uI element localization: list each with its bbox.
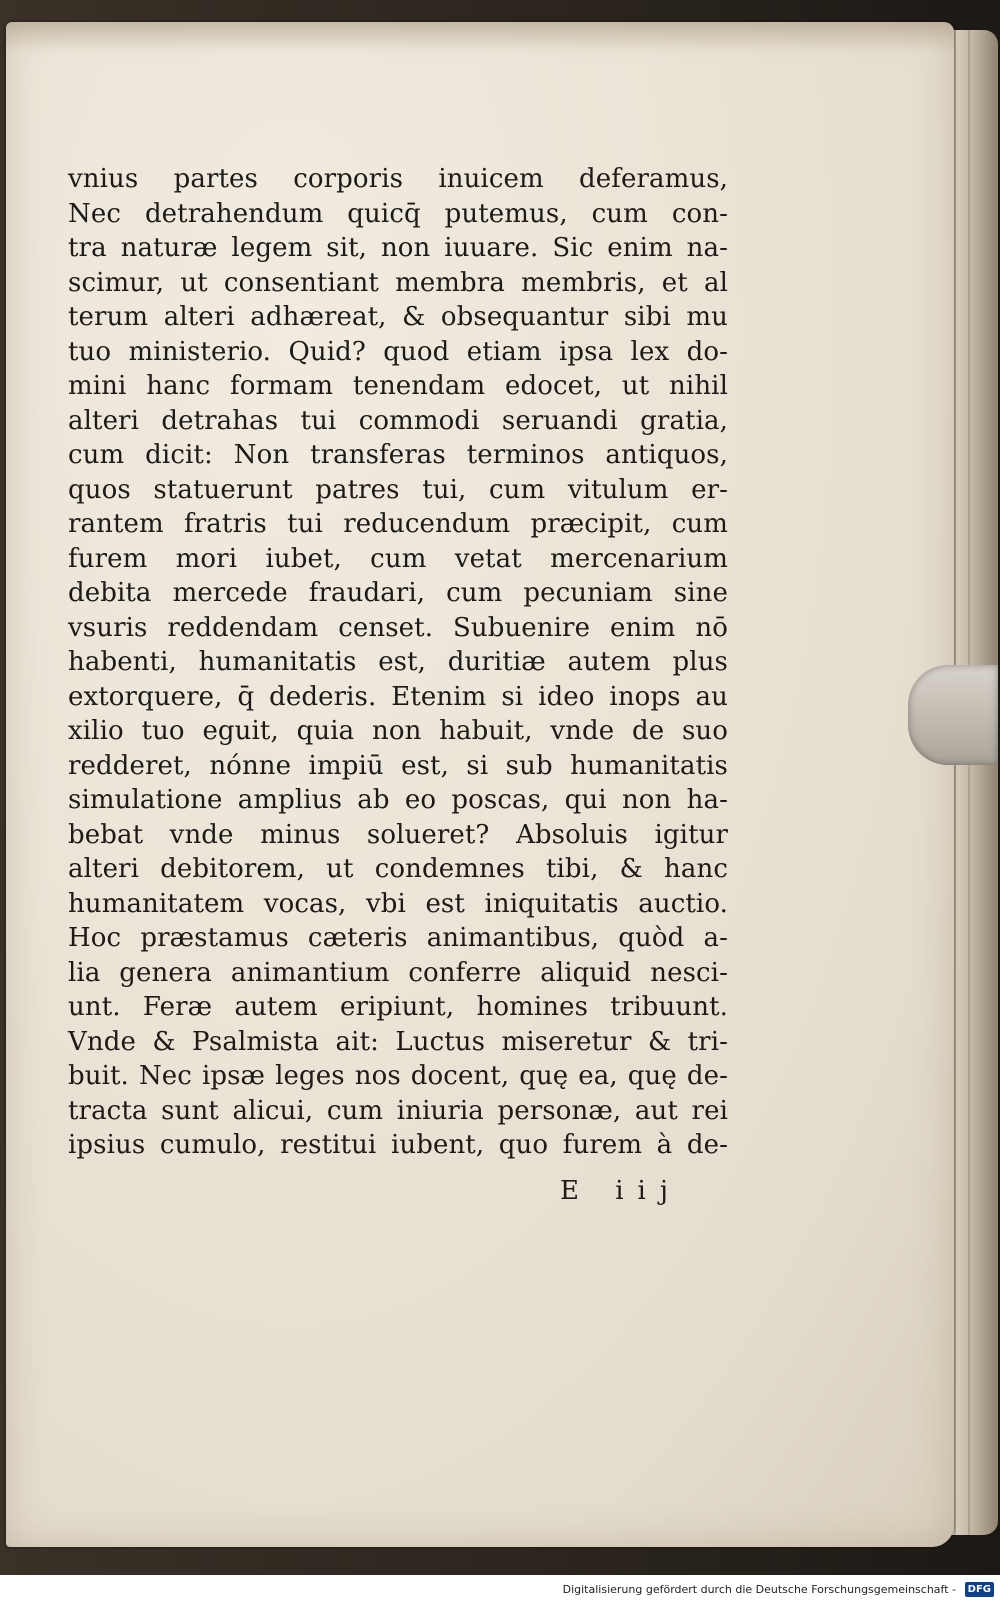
text-line: Vnde & Psalmista ait: Luctus miseretur & tri- xyxy=(68,1026,728,1057)
text-line: lia genera animantium conferre aliquid nesci- xyxy=(68,957,728,988)
text-line: tuo ministerio. Quid? quod etiam ipsa lex do- xyxy=(68,336,728,367)
text-line: mini hanc formam tenendam edocet, ut nihil xyxy=(68,371,728,401)
text-line: terum alteri adhæreat, & obsequantur sibi mu xyxy=(68,302,728,332)
text-line: extorquere, q̄ dederis. Etenim si ideo inops au xyxy=(68,681,728,712)
dfg-logo: DFG xyxy=(965,1582,994,1597)
text-line: unt. Feræ autem eripiunt, homines tribuunt. xyxy=(68,992,728,1022)
text-line: Hoc præstamus cæteris animantibus, quòd a- xyxy=(68,923,728,953)
text-line: bebat vnde minus solueret? Absoluis igitur xyxy=(68,819,728,850)
text-line: alteri detrahas tui commodi seruandi gratia, xyxy=(68,405,728,436)
text-line: rantem fratris tui reducendum præcipit, cum xyxy=(68,509,728,539)
text-line: cum dicit: Non transferas terminos antiquos, xyxy=(68,440,728,470)
page-clip xyxy=(908,665,998,765)
text-line: alteri debitorem, ut condemnes tibi, & hanc xyxy=(68,854,728,884)
text-line: Nec detrahendum quicq̄ putemus, cum con- xyxy=(68,198,728,229)
text-line: habenti, humanitatis est, duritiæ autem plus xyxy=(68,647,728,677)
text-line: humanitatem vocas, vbi est iniquitatis auctio. xyxy=(68,888,728,919)
text-line: redderet, nónne impiū est, si sub humanitatis xyxy=(68,750,728,781)
text-line: ipsius cumulo, restitui iubent, quo furem à de- xyxy=(68,1130,728,1160)
text-line: vnius partes corporis inuicem deferamus, xyxy=(68,164,728,194)
text-line: tra naturæ legem sit, non iuuare. Sic enim na- xyxy=(68,233,728,263)
footer-bar xyxy=(0,1575,1000,1603)
text-line: tracta sunt alicui, cum iniuria personæ, aut rei xyxy=(68,1095,728,1126)
text-line: furem mori iubet, cum vetat mercenarium xyxy=(68,543,728,574)
text-line: xilio tuo eguit, quia non habuit, vnde de suo xyxy=(68,716,728,746)
body-text xyxy=(68,162,728,1163)
text-line: debita mercede fraudari, cum pecuniam sine xyxy=(68,578,728,608)
text-line: scimur, ut consentiant membra membris, et al xyxy=(68,267,728,298)
funding-credit: Digitalisierung gefördert durch die Deutsche Forschungsgemeinschaft - xyxy=(562,1583,956,1596)
signature-mark: E iij xyxy=(560,1176,682,1206)
text-line: buit. Nec ipsæ leges nos docent, quę ea, quę de- xyxy=(68,1061,728,1091)
text-line: simulatione amplius ab eo poscas, qui non ha- xyxy=(68,785,728,815)
text-line: quos statuerunt patres tui, cum vitulum er- xyxy=(68,474,728,505)
text-line: vsuris reddendam censet. Subuenire enim nō xyxy=(68,612,728,643)
